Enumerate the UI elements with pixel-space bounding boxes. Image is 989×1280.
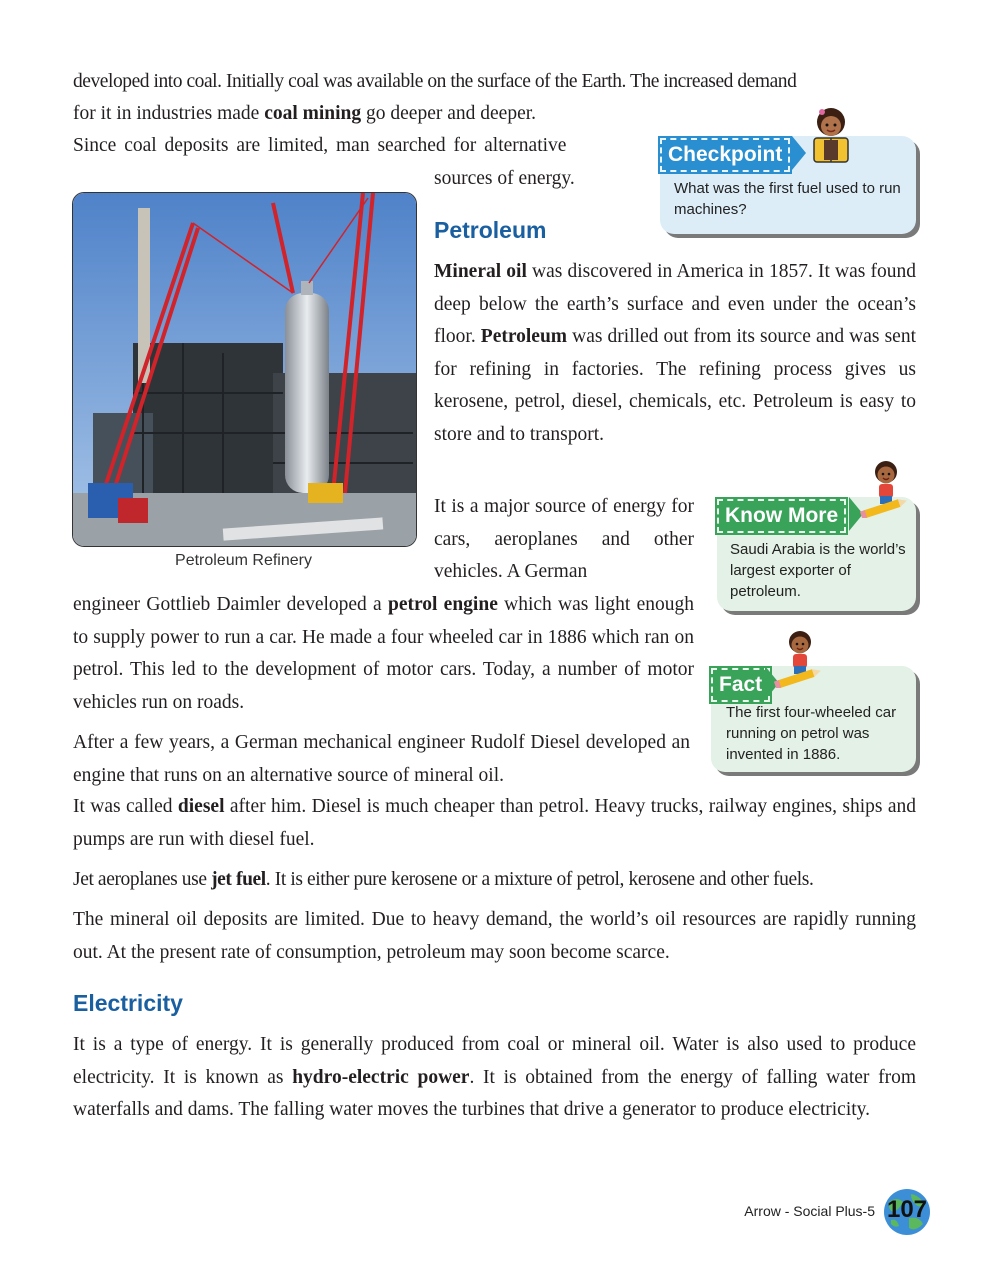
intro-line-1: developed into coal. Initially coal was available on the surface of the Earth. The increased demand (73, 71, 797, 92)
petroleum-heading: Petroleum (434, 217, 547, 243)
jet-fuel-term: jet fuel (211, 869, 266, 890)
checkpoint-text: What was the first fuel used to run machines? (674, 180, 901, 218)
page-number: 107 (886, 1196, 928, 1223)
electricity-heading: Electricity (73, 990, 183, 1016)
mineral-oil-term: Mineral oil (434, 261, 527, 282)
boy-on-pencil-icon (772, 628, 824, 688)
petroleum-paragraph-4 (73, 864, 916, 897)
intro-line-2 (73, 98, 643, 131)
petroleum-text: which was light enough to supply power to run a car. He made a four wheeled car in 1886 which ran on petrol. This led to the development of motor cars. Today, a number of motor vehicles run on roads. (73, 594, 694, 713)
petroleum-term: Petroleum (480, 326, 568, 347)
electricity-paragraph (73, 1029, 916, 1127)
hydro-electric-power-term: hydro-electric power (292, 1066, 470, 1088)
refinery-image (73, 193, 416, 546)
petroleum-text: . It is either pure kerosene or a mixture of petrol, kerosene and other fuels. (265, 869, 814, 890)
book-title: Arrow - Social Plus-5 (744, 1203, 875, 1219)
checkpoint-tag: Checkpoint (660, 138, 790, 172)
intro-line-3: Since coal deposits are limited, man searched for alternative (73, 135, 567, 156)
intro-text: for it in industries made (73, 103, 265, 124)
diesel-term: diesel (177, 796, 225, 817)
girl-reading-icon (806, 104, 856, 166)
boy-on-pencil-icon (858, 458, 910, 518)
petrol-engine-term: petrol engine (387, 594, 498, 615)
petroleum-paragraph-1 (434, 256, 916, 451)
petroleum-text: was discovered in America in 1857. It was found deep below the earth’s surface and even under the ocean’s floor. (434, 261, 916, 347)
checkpoint-tag-arrow-icon (792, 136, 806, 170)
petroleum-text: It was called (73, 796, 178, 817)
fact-tag: Fact (711, 668, 770, 702)
petroleum-paragraph-3-start: After a few years, a German mechanical engineer Rudolf Diesel developed an engine that runs on an alternative source of mineral oil. (73, 732, 690, 786)
petroleum-paragraph-2-start: It is a major source of energy for cars, aeroplanes and other vehicles. A German (434, 496, 694, 582)
petroleum-text: Jet aeroplanes use (73, 869, 212, 890)
petroleum-text: after him. Diesel is much cheaper than petrol. Heavy trucks, railway engines, ships and pumps are run with diesel fuel. (73, 796, 916, 850)
petroleum-paragraph-3 (73, 791, 916, 856)
know-more-tag: Know More (717, 499, 846, 533)
petroleum-paragraph-2 (73, 589, 694, 719)
fact-text: The first four-wheeled car running on petrol was invented in 1886. (726, 704, 897, 763)
coal-mining-term: coal mining (264, 103, 362, 124)
petroleum-text: engineer Gottlieb Daimler developed a (73, 594, 388, 615)
refinery-photo (72, 192, 417, 547)
photo-caption: Petroleum Refinery (175, 552, 312, 569)
petroleum-text: was drilled out from its source and was sent for refining in factories. The refining process gives us kerosene, petrol, diesel, chemicals, etc. Petroleum is easy to store and to transport. (434, 326, 916, 445)
know-more-text: Saudi Arabia is the world’s largest exporter of petroleum. (730, 541, 906, 600)
electricity-text: It is a type of energy. It is generally produced from coal or mineral oil. Water is also used to produce electricity. It is known as (73, 1034, 916, 1088)
petroleum-paragraph-5: The mineral oil deposits are limited. Due to heavy demand, the world’s oil resources are rapidly running out. At the present rate of consumption, petroleum may soon become scarce. (73, 909, 916, 963)
intro-line-4: sources of energy. (434, 168, 575, 189)
intro-text: go deeper and deeper. (361, 103, 537, 124)
electricity-text: . It is obtained from the energy of falling water from waterfalls and dams. The falling water moves the turbines that drive a generator to produce electricity. (73, 1066, 916, 1120)
